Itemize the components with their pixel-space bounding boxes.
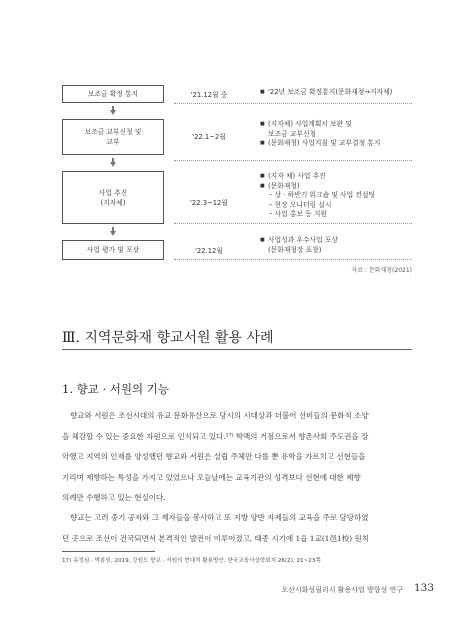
flow-step-4-period: '22.12월 (195, 247, 223, 255)
flow-step-1-line-1: ■ '22년 보조금 확정통지(문화재청→지자체) (260, 88, 393, 96)
flow-step-1-label: 보조금 확정 통지 (87, 90, 139, 98)
bullet-icon: ■ (260, 140, 265, 146)
flow-step-3-period: '22.3~12월 (190, 199, 228, 207)
bullet-icon: ■ (260, 237, 265, 243)
chapter-title: Ⅲ. 지역문화재 향교서원 활용 사례 (62, 330, 274, 346)
paragraph-line: 던 곳으로 조선이 건국되면서 본격적인 발전이 이루어졌고, 태종 시기에 1읍 1교(1邑1校) 원칙 (62, 533, 369, 543)
paragraph-line: 향교는 고려 중기 공자와 그 제자들을 봉사하고 또 지방 양반 자제들의 교육을 주로 담당하였 (70, 513, 369, 522)
paragraph-line: 기리며 제향하는 특성을 가지고 있었으나 오늘날에는 교육기관의 성격보다 선현에 대한 제향 (62, 472, 361, 482)
footnote-divider (62, 551, 155, 552)
section-title: 1. 향교 · 서원의 기능 (62, 382, 170, 396)
flow-step-1-period: '21.12월 중 (190, 91, 228, 99)
paragraph-line: 악했고 지역의 인재를 양성했던 향교와 서원은 설립 주체만 다를 뿐 유학을 가르치고 선현들을 (62, 452, 366, 461)
chapter-divider (62, 349, 412, 350)
flow-step-1-desc (260, 88, 420, 98)
flow-step-3-desc: ■ (지자 체) 사업 추진 ■ (문화재청) – 상 · 하반기 워크숍 및 사업 컨설팅 – 현장 모니터링 실시 – 사업 홍보 등 지원 (260, 172, 376, 218)
paragraph-line: 의례만 수행하고 있는 현실이다. (62, 493, 166, 502)
flow-step-4-label: 사업 평가 및 포상 (86, 246, 140, 254)
paragraph-line: 향교와 서원은 조선시대의 유교 문화유산으로 당시의 시대상과 더불어 선비들의 문화적 소양 (70, 411, 369, 420)
paragraph-line: 을 체감할 수 있는 중요한 자원으로 인식되고 있다.¹⁷⁾ 학맥의 거점으로서 향촌사회 주도권을 장 (62, 431, 369, 441)
page-number: 133 (413, 582, 434, 594)
flow-step-1-box (62, 85, 164, 103)
flow-separator (174, 259, 412, 260)
running-footer-title: 오산시화성필리시 활용사업 방향성 연구 (281, 586, 403, 594)
flow-separator (174, 160, 412, 161)
flow-arrow-down-icon (110, 231, 116, 236)
bullet-icon: ■ (260, 89, 265, 95)
bullet-icon: ■ (260, 182, 265, 189)
flow-step-2-label: 보조금 교부신청 및 교부 (84, 128, 142, 146)
flow-step-3-box (62, 171, 164, 224)
body-paragraph-2 (62, 508, 413, 549)
flow-separator (174, 223, 412, 224)
flow-step-2-box (62, 119, 164, 155)
flow-step-3-label: 사업 추진 (지자체) (98, 188, 128, 207)
flow-separator (174, 103, 412, 104)
footnote: 17) 유정심 · 박봉원, 2019, 강원도 향교 · 서원의 현대적 활용방안, 한국교육사상학회지 26(2), 21~23쪽 (62, 558, 321, 564)
flow-arrow-down-icon (110, 162, 116, 167)
bullet-icon: ■ (260, 173, 265, 179)
figure-source: 자료 : 문화재청(2021) (351, 267, 412, 274)
body-paragraph-1 (62, 406, 413, 509)
flow-step-4-desc: ■ 사업성과 우수사업 포상 (문화재청장 표창) (260, 236, 338, 254)
flow-arrow-down-icon (110, 110, 116, 115)
flow-step-4-box (62, 240, 164, 260)
flow-step-2-desc: ■ (지자체) 사업계획서 보완 및 보조금 교부신청 ■ (문화재청) 사업지침 및 교부결정 통지 (260, 120, 381, 147)
bullet-icon: ■ (260, 121, 265, 127)
flow-step-2-period: '22.1~2월 (192, 133, 226, 141)
